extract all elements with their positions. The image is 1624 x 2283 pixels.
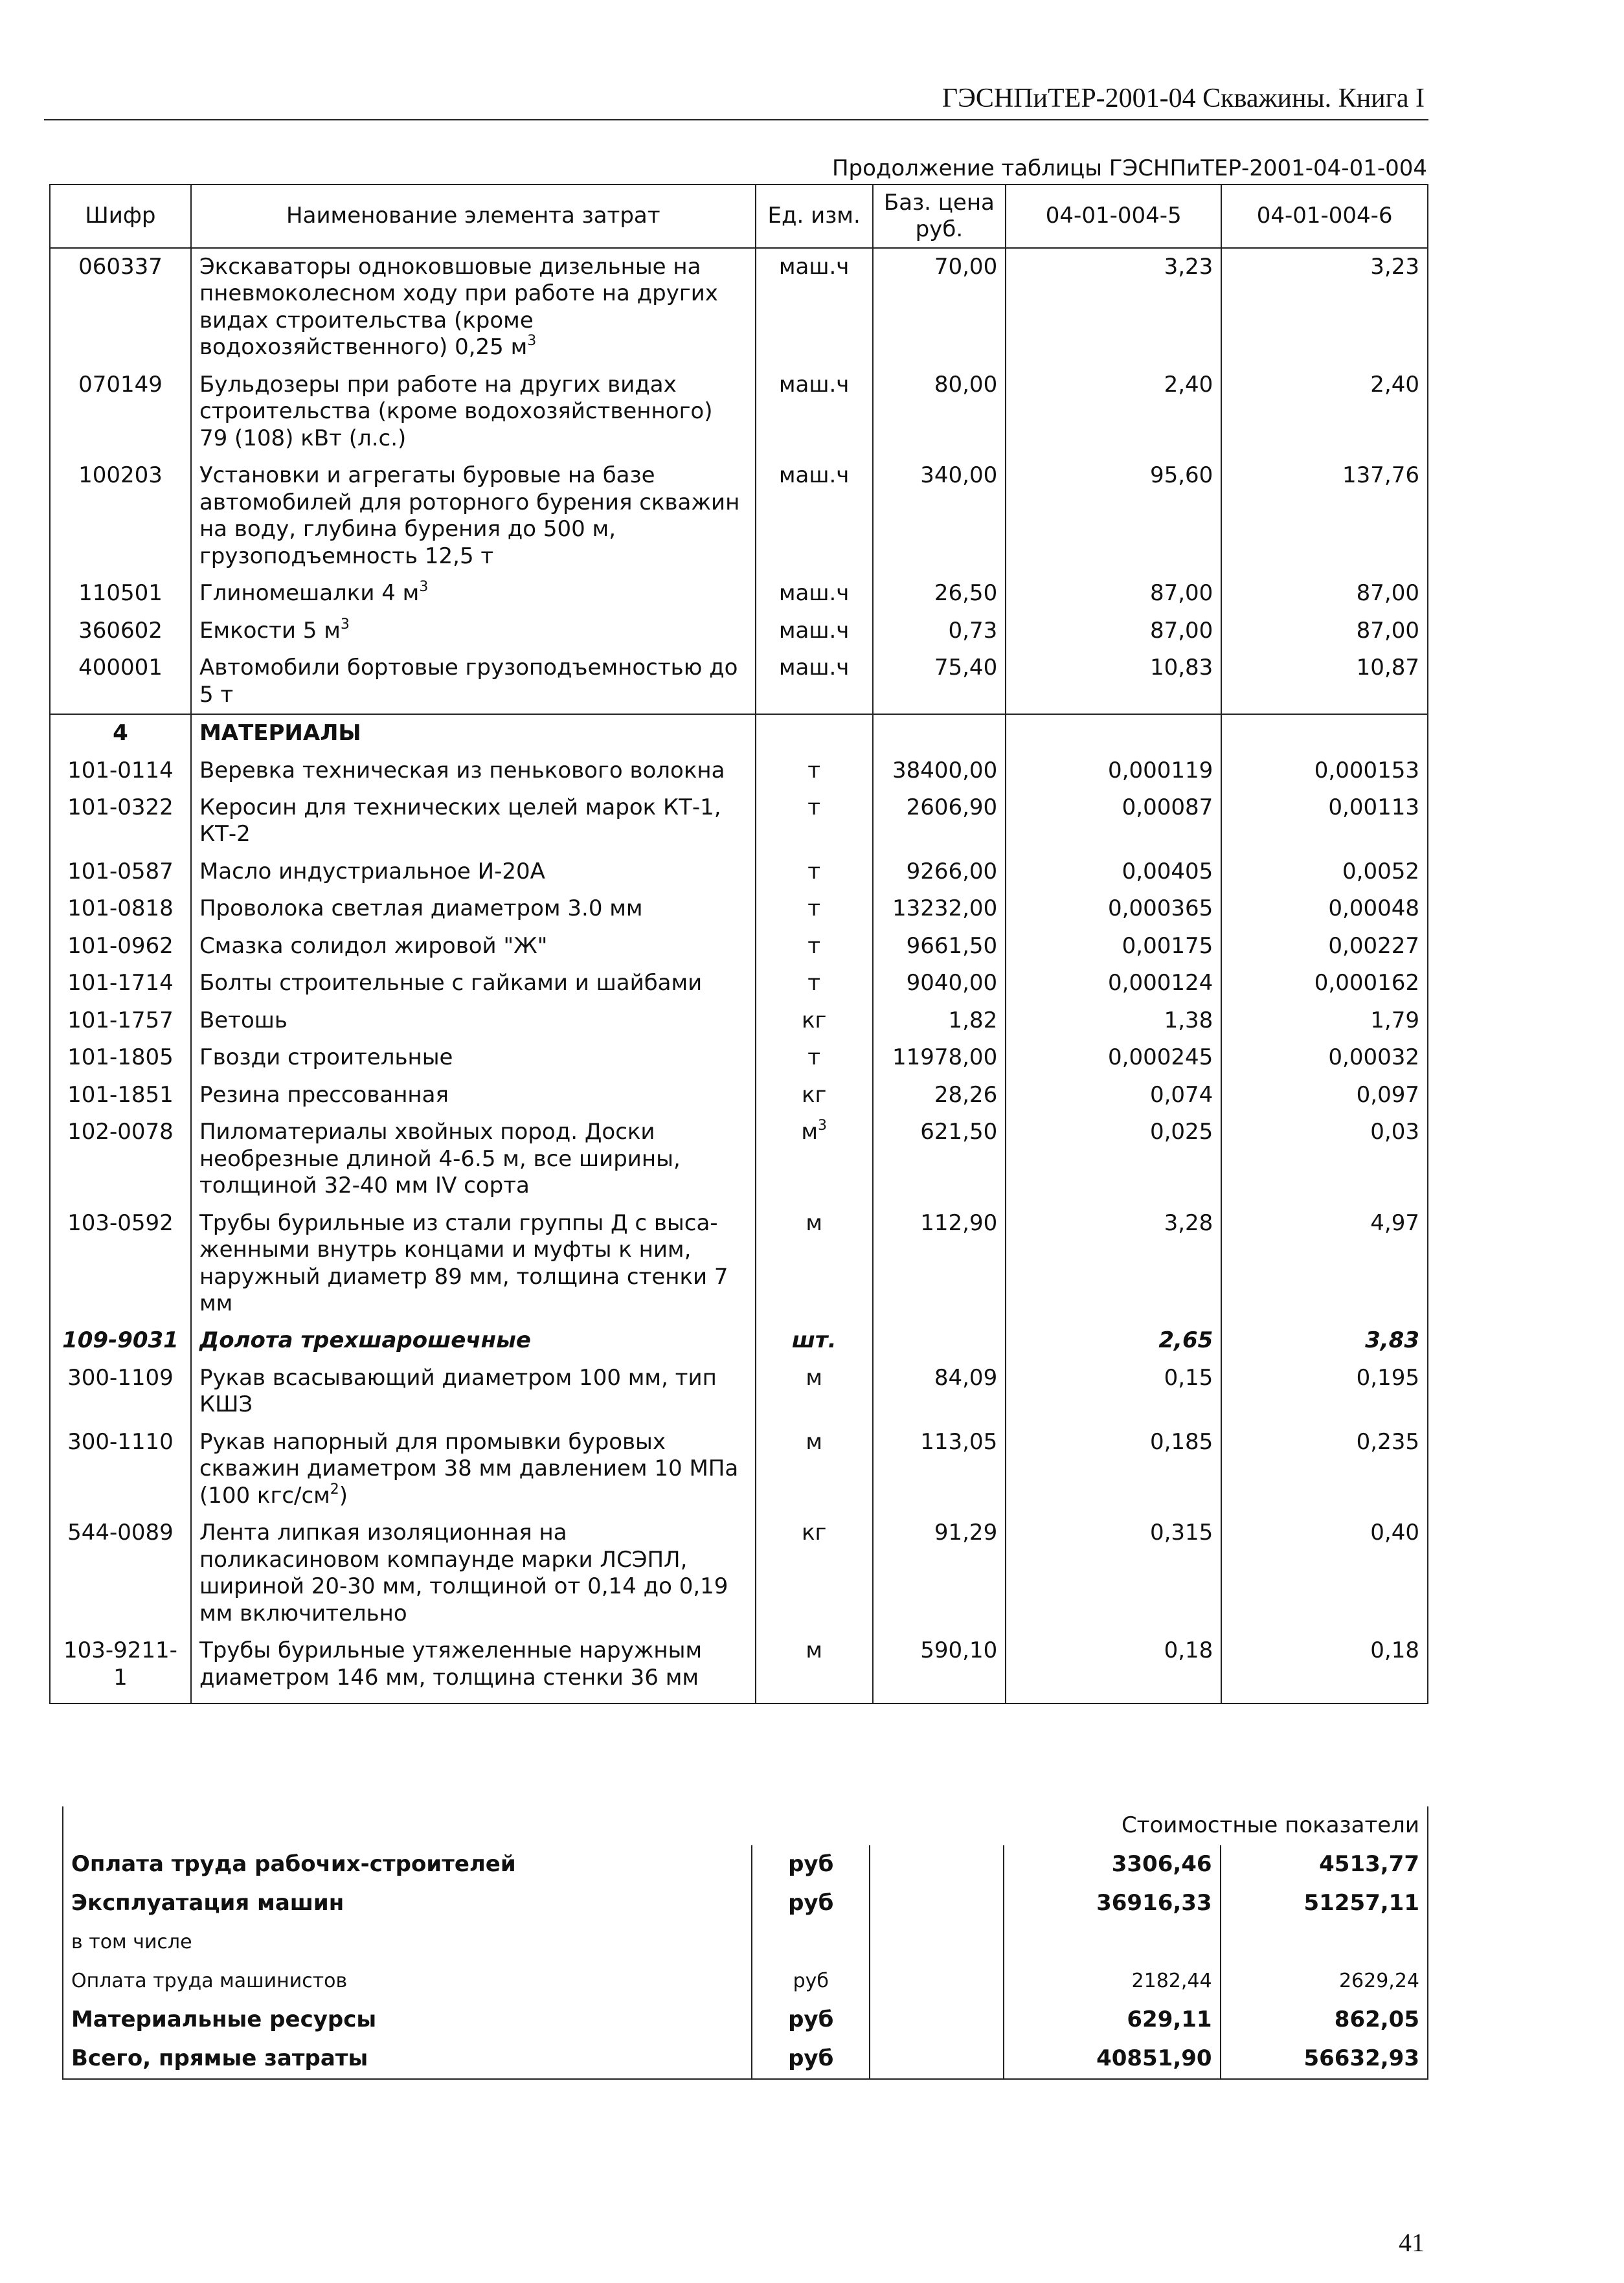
row-unit [756,1114,873,1204]
row-value-b: 0,000162 [1221,965,1428,1002]
row-name [191,575,756,612]
row-value-b: 4,97 [1221,1205,1428,1323]
cost-value-a: 40851,90 [1004,2040,1221,2079]
row-name [191,1114,756,1204]
row-value-b: 1,79 [1221,1002,1428,1039]
table-row [50,890,1428,927]
row-price: 0,73 [873,613,1006,649]
table-row [50,1360,1428,1424]
row-value-a: 0,000124 [1006,965,1221,1002]
row-unit-text: маш.ч [778,655,850,681]
row-unit [756,457,873,575]
row-code: 109-9031 [50,1322,191,1359]
row-unit-text: т [807,858,821,884]
table-row [50,1632,1428,1696]
cost-name: Оплата труда рабочих-строителей [63,1845,752,1884]
row-name-text: Лента липкая изоляционная на поликасиновом компаунде марки ЛСЭПЛ, шириной 20-30 мм, толщиной от 0,14 до 0,19 мм включительно [199,1520,728,1626]
row-name-text: Экскаваторы одноковшовые дизельные на пневмоколесном ходу при работе на других видах строительства (кроме водохозяйственного) 0,25 м [199,254,718,361]
row-value-a: 0,15 [1006,1360,1221,1424]
row-code: 101-0818 [50,890,191,927]
table-row [50,1205,1428,1323]
row-unit-text: т [807,794,821,820]
row-value-b: 87,00 [1221,575,1428,612]
cost-price [870,1845,1004,1884]
row-name [191,1039,756,1076]
cost-price [870,1962,1004,2001]
row-price: 9266,00 [873,853,1006,890]
table-row [50,928,1428,965]
row-name [191,1322,756,1359]
row-unit-text: маш.ч [778,371,850,398]
row-unit [756,965,873,1002]
table-row [50,457,1428,575]
row-value-a: 0,025 [1006,1114,1221,1204]
row-price: 1,82 [873,1002,1006,1039]
row-unit [756,649,873,714]
row-unit-text: маш.ч [778,254,850,280]
table-row [50,789,1428,853]
cost-value-b: 862,05 [1221,2001,1428,2040]
row-unit [756,366,873,457]
row-unit [756,1632,873,1696]
table-row [50,613,1428,649]
row-unit-text: кг [801,1520,827,1546]
row-name [191,613,756,649]
table-row [50,1322,1428,1359]
cost-row [63,2040,1428,2079]
row-value-b: 0,000153 [1221,752,1428,789]
row-name [191,1205,756,1323]
row-name-text: Емкости 5 м [199,617,341,644]
row-price: 28,26 [873,1077,1006,1114]
table-row [50,248,1428,366]
row-price [873,1322,1006,1359]
row-unit [756,928,873,965]
row-name-sup: 2 [330,1481,339,1498]
machines-section [50,248,1428,714]
row-value-b: 0,195 [1221,1360,1428,1424]
row-code: 101-1805 [50,1039,191,1076]
cost-value-a: 629,11 [1004,2001,1221,2040]
header-unit: Ед. изм. [756,185,873,248]
table-row [50,575,1428,612]
cost-row [63,1845,1428,1884]
cost-value-b: 51257,11 [1221,1884,1428,1923]
row-name-text: Веревка техническая из пенькового волокна [199,757,725,783]
row-value-b: 3,83 [1221,1322,1428,1359]
row-value-a: 87,00 [1006,575,1221,612]
empty-cell [756,714,873,752]
row-unit-text: м [806,1209,822,1236]
row-unit [756,1514,873,1632]
table-row [50,1002,1428,1039]
row-unit [756,1424,873,1514]
row-name-text: Бульдозеры при работе на других видах строительства (кроме водохозяйственного) 79 (108) кВт (л.с.) [199,371,713,451]
cost-row [63,1884,1428,1923]
row-value-a: 0,315 [1006,1514,1221,1632]
row-unit-text: т [807,1044,821,1071]
cost-row [63,1962,1428,2001]
row-unit-sup: 3 [817,1118,827,1134]
cost-price [870,1884,1004,1923]
cost-price [870,2040,1004,2079]
row-unit [756,613,873,649]
section-heading-row [50,714,1428,752]
row-name-text: Трубы бурильные утяжеленные наружным диаметром 146 мм, толщина стенки 36 мм [199,1637,703,1691]
row-name-text: Трубы бурильные из стали группы Д с выса-женными внутрь концами и муфты к ним, наружный диаметр 89 мм, толщина стенки 7 мм [199,1209,728,1316]
table-row [50,853,1428,890]
row-value-b: 0,235 [1221,1424,1428,1514]
cost-unit: руб [752,1884,870,1923]
empty-cell [1221,714,1428,752]
row-value-b: 3,23 [1221,248,1428,366]
cost-summary [62,1806,1428,2080]
row-unit-text: м [806,1364,822,1391]
row-value-a: 2,40 [1006,366,1221,457]
row-value-a: 0,000119 [1006,752,1221,789]
row-name-text: Керосин для технических целей марок КТ-1, КТ-2 [199,794,721,848]
row-code: 300-1110 [50,1424,191,1514]
row-code: 360602 [50,613,191,649]
row-name [191,752,756,789]
table-row [50,965,1428,1002]
cost-unit: руб [752,1845,870,1884]
cost-value-b: 2629,24 [1221,1962,1428,2001]
row-unit-text: м [806,1637,822,1664]
cost-unit: руб [752,1962,870,2001]
row-unit [756,890,873,927]
row-name-text: Проволока светлая диаметром 3.0 мм [199,895,643,922]
row-value-b: 0,18 [1221,1632,1428,1696]
cost-value-a: 3306,46 [1004,1845,1221,1884]
row-name [191,890,756,927]
row-value-b: 0,03 [1221,1114,1428,1204]
row-value-a: 10,83 [1006,649,1221,714]
table-row [50,752,1428,789]
table-spacer-row [50,1696,1428,1704]
row-code: 101-1757 [50,1002,191,1039]
row-unit [756,1322,873,1359]
row-value-a: 95,60 [1006,457,1221,575]
row-unit [756,1360,873,1424]
running-title: ГЭСНПиТЕР-2001-04 Скважины. Книга I [942,84,1425,113]
row-value-a: 0,00405 [1006,853,1221,890]
table-header-row [50,185,1428,248]
empty-cell [1221,1696,1428,1704]
row-name-tail: ) [339,1482,348,1509]
row-unit-text: кг [801,1007,827,1033]
row-value-a: 0,00175 [1006,928,1221,965]
row-value-b: 87,00 [1221,613,1428,649]
row-unit-text: кг [801,1081,827,1108]
header-col-b: 04-01-004-6 [1221,185,1428,248]
table-row [50,649,1428,714]
row-value-b: 2,40 [1221,366,1428,457]
row-price: 80,00 [873,366,1006,457]
row-unit-text: т [807,757,821,783]
row-name [191,928,756,965]
row-unit [756,1205,873,1323]
row-code: 060337 [50,248,191,366]
cost-price [870,2001,1004,2040]
row-code: 300-1109 [50,1360,191,1424]
row-name-sup: 3 [419,579,429,596]
row-value-b: 0,00113 [1221,789,1428,853]
cost-row [63,1923,1428,1962]
page-number: 41 [1399,2228,1425,2257]
cost-price [870,1923,1004,1962]
header-price: Баз. цена руб. [873,185,1006,248]
row-code: 070149 [50,366,191,457]
row-name-text: Рукав напорный для промывки буровых скважин диаметром 38 мм давлением 10 МПа (100 кгс/см [199,1428,739,1509]
row-value-b: 0,00032 [1221,1039,1428,1076]
cost-unit [752,1923,870,1962]
empty-cell [873,1696,1006,1704]
row-name [191,248,756,366]
row-price: 2606,90 [873,789,1006,853]
cost-unit: руб [752,2040,870,2079]
row-unit [756,248,873,366]
resource-table [49,184,1428,1704]
row-code: 100203 [50,457,191,575]
row-name [191,789,756,853]
row-name [191,965,756,1002]
cost-value-a [1004,1923,1221,1962]
row-name [191,1002,756,1039]
row-price: 621,50 [873,1114,1006,1204]
header-col-a: 04-01-004-5 [1006,185,1221,248]
row-unit-text: шт. [791,1327,837,1354]
cost-value-a: 2182,44 [1004,1962,1221,2001]
row-name [191,1077,756,1114]
row-code: 102-0078 [50,1114,191,1204]
row-unit-text: м [801,1119,818,1145]
row-price: 26,50 [873,575,1006,612]
row-price: 13232,00 [873,890,1006,927]
cost-name: Оплата труда машинистов [63,1962,752,2001]
row-unit-text: маш.ч [778,617,850,644]
row-unit [756,789,873,853]
row-value-a: 0,185 [1006,1424,1221,1514]
row-price: 9040,00 [873,965,1006,1002]
cost-heading-row [63,1806,1428,1845]
row-name [191,366,756,457]
row-unit-text: т [807,932,821,959]
row-name-text: Смазка солидол жировой "Ж" [199,932,548,959]
row-code: 101-0962 [50,928,191,965]
row-name [191,1360,756,1424]
cost-value-a: 36916,33 [1004,1884,1221,1923]
row-name [191,649,756,714]
empty-cell [873,714,1006,752]
row-unit [756,575,873,612]
row-name-text: Пиломатериалы хвойных пород. Доски необрезные длиной 4-6.5 м, все ширины, толщиной 32-40 мм IV сорта [199,1119,681,1199]
row-name-sup: 3 [527,333,537,350]
row-code: 544-0089 [50,1514,191,1632]
row-price: 340,00 [873,457,1006,575]
row-code: 101-0322 [50,789,191,853]
table-row [50,1114,1428,1204]
cost-heading: Стоимостные показатели [63,1806,1428,1845]
section-number: 4 [50,714,191,752]
cost-name: Всего, прямые затраты [63,2040,752,2079]
cost-value-b: 4513,77 [1221,1845,1428,1884]
row-value-a: 0,00087 [1006,789,1221,853]
row-price: 590,10 [873,1632,1006,1696]
row-name-text: Резина прессованная [199,1081,449,1108]
row-value-a: 3,28 [1006,1205,1221,1323]
row-value-a: 0,000245 [1006,1039,1221,1076]
header-rule [44,119,1428,120]
row-unit-text: т [807,895,821,922]
row-value-b: 10,87 [1221,649,1428,714]
table-row [50,1077,1428,1114]
table-row [50,1039,1428,1076]
row-price: 9661,50 [873,928,1006,965]
row-name-text: Долота трехшарошечные [199,1327,531,1354]
row-value-b: 0,40 [1221,1514,1428,1632]
cost-unit: руб [752,2001,870,2040]
row-unit [756,853,873,890]
table-row [50,366,1428,457]
table-continuation-caption: Продолжение таблицы ГЭСНПиТЕР-2001-04-01-004 [831,155,1427,181]
row-name-text: Установки и агрегаты буровые на базе автомобилей для роторного бурения скважин на воду, глубина бурения до 500 м, грузоподъемность 12,5 т [199,462,740,569]
row-code: 400001 [50,649,191,714]
row-code: 101-0114 [50,752,191,789]
row-value-a: 0,18 [1006,1632,1221,1696]
row-value-a: 0,000365 [1006,890,1221,927]
row-code: 101-0587 [50,853,191,890]
row-price: 84,09 [873,1360,1006,1424]
row-code: 103-0592 [50,1205,191,1323]
row-value-a: 87,00 [1006,613,1221,649]
row-unit [756,1077,873,1114]
row-price: 113,05 [873,1424,1006,1514]
row-value-b: 137,76 [1221,457,1428,575]
row-value-b: 0,00227 [1221,928,1428,965]
empty-cell [1006,714,1221,752]
row-value-b: 0,0052 [1221,853,1428,890]
empty-cell [756,1696,873,1704]
cost-value-b [1221,1923,1428,1962]
row-price: 75,40 [873,649,1006,714]
row-unit-text: маш.ч [778,462,850,489]
row-name [191,1424,756,1514]
row-unit [756,1002,873,1039]
row-code: 103-9211-1 [50,1632,191,1696]
table-row [50,1514,1428,1632]
row-value-b: 0,00048 [1221,890,1428,927]
row-name-text: Автомобили бортовые грузоподъемностью до 5 т [199,655,738,708]
row-code: 101-1714 [50,965,191,1002]
cost-name: в том числе [63,1923,752,1962]
cost-name: Эксплуатация машин [63,1884,752,1923]
row-price: 38400,00 [873,752,1006,789]
row-code: 101-1851 [50,1077,191,1114]
row-name [191,1632,756,1696]
row-price: 11978,00 [873,1039,1006,1076]
row-name [191,853,756,890]
section-title: МАТЕРИАЛЫ [191,714,756,752]
row-name-text: Глиномешалки 4 м [199,580,420,607]
row-value-a: 2,65 [1006,1322,1221,1359]
row-unit-text: т [807,970,821,996]
row-name-text: Рукав всасывающий диаметром 100 мм, тип КШЗ [199,1364,717,1418]
cost-name: Материальные ресурсы [63,2001,752,2040]
cost-value-b: 56632,93 [1221,2040,1428,2079]
row-name [191,1514,756,1632]
empty-cell [191,1696,756,1704]
row-name-text: Гвозди строительные [199,1044,453,1071]
materials-section [50,714,1428,1704]
row-unit-text: м [806,1428,822,1455]
table-row [50,1424,1428,1514]
row-value-a: 1,38 [1006,1002,1221,1039]
row-value-b: 0,097 [1221,1077,1428,1114]
row-unit [756,752,873,789]
empty-cell [1006,1696,1221,1704]
row-value-a: 3,23 [1006,248,1221,366]
row-name [191,457,756,575]
header-code: Шифр [50,185,191,248]
row-name-text: Ветошь [199,1007,288,1033]
row-value-a: 0,074 [1006,1077,1221,1114]
row-name-text: Болты строительные с гайками и шайбами [199,970,703,996]
row-price: 91,29 [873,1514,1006,1632]
row-unit-text: маш.ч [778,580,850,607]
row-unit [756,1039,873,1076]
row-price: 112,90 [873,1205,1006,1323]
row-name-text: Масло индустриальное И-20А [199,858,545,884]
row-name-sup: 3 [340,616,350,633]
row-price: 70,00 [873,248,1006,366]
row-code: 110501 [50,575,191,612]
empty-cell [50,1696,191,1704]
cost-row [63,2001,1428,2040]
header-name: Наименование элемента затрат [191,185,756,248]
